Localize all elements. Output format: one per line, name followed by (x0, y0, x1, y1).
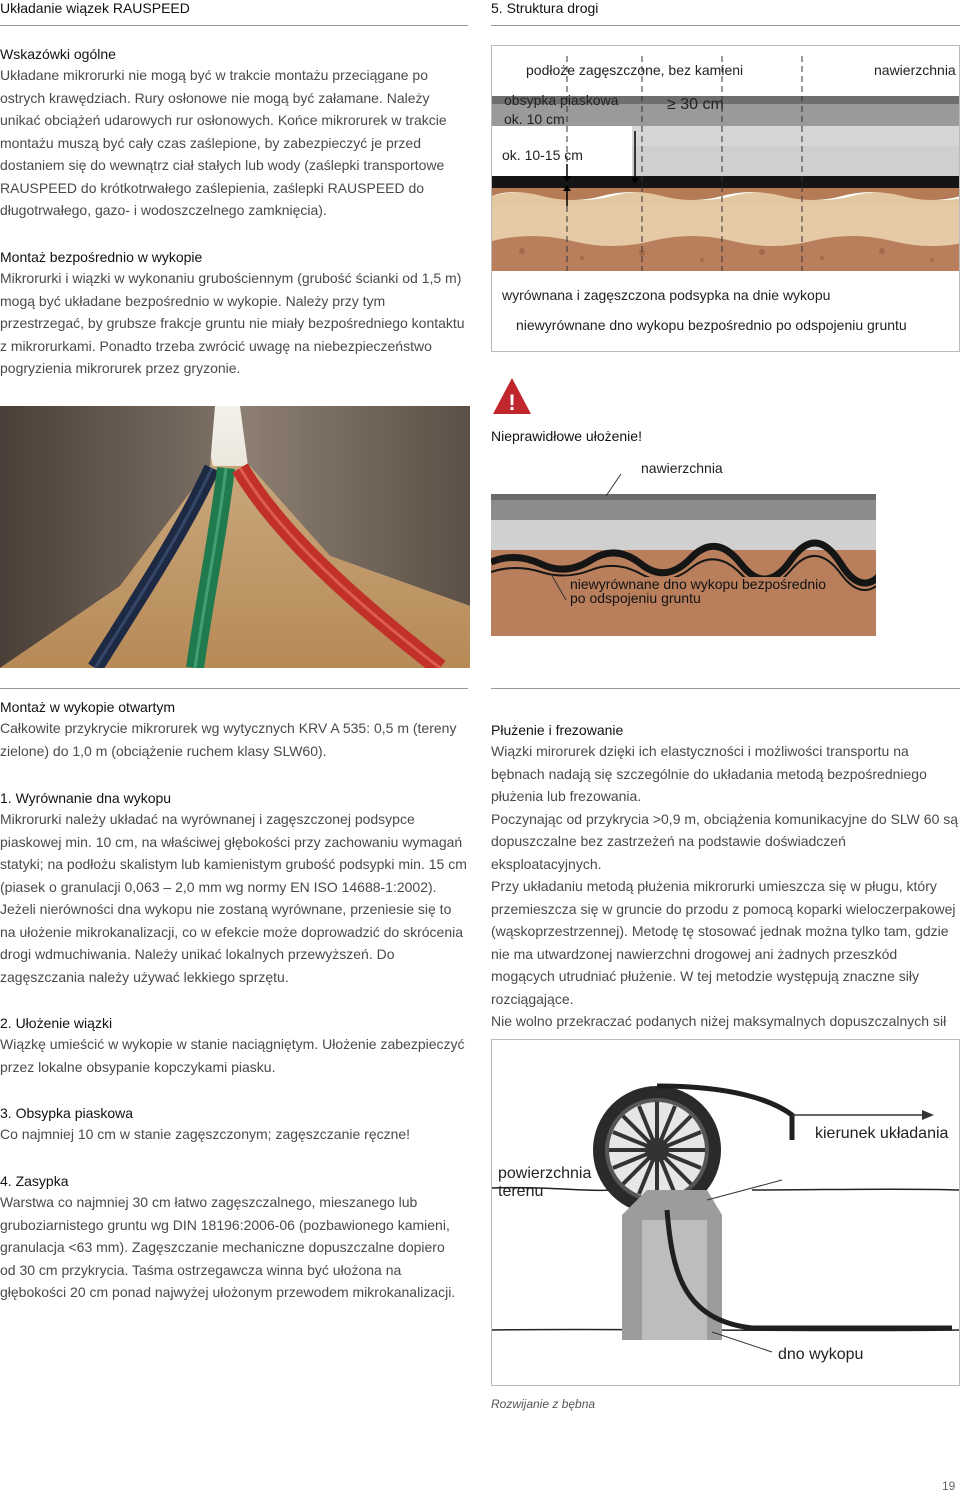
step2-section (0, 1013, 468, 1078)
direct-section (0, 247, 468, 380)
drum-unrolling-diagram (491, 1039, 960, 1386)
warning-symbol: ! (508, 390, 516, 415)
incorrect-laying-diagram (491, 452, 876, 636)
left-page-title: Układanie wiązek RAUSPEED (0, 0, 190, 16)
direct-text: Mikrorurki i wiązki w wykonaniu grubościennym (grubość ścianki od 1,5 m) mogą być układane bezpośrednio w wykopie. Należy przy tym przestrzegać, by grubsze frakcje gruntu nie miały bezpośredniego kontaktu z mikrorurkami. Ponadto trzeba zwrócić uwagę na niebezpieczeństwo pogryzienia mikrorurek przez gryzonie. (0, 270, 465, 376)
general-section (0, 44, 468, 222)
right-section-title: 5. Struktura drogi (491, 0, 599, 16)
label-bedding: wyrównana i zagęszczona podsypka na dnie wykopu (502, 287, 831, 303)
label-ground-surface: powierzchnia terenu (498, 1165, 592, 1200)
right-header-rule (491, 25, 960, 26)
open-trench-section (0, 697, 468, 762)
trench-photo (0, 406, 470, 668)
page-number: 19 (942, 1479, 956, 1493)
general-text: Układane mikrorurki nie mogą być w trakcie montażu przeciągane po ostrych krawędziach. Rury osłonowe nie mogą być załamane. Należy unikać obciążeń udarowych rur osłonowych. Końce mikrorurek w trakcie montażu muszą być cały czas zaślepione, by zabezpieczyć je przed dostaniem się do wewnątrz ciał stałych lub wody (zaślepki transportowe RAUSPEED do krótkotrwałego zaślepienia, zaślepki RAUSPEED do długotrwałego, gazo- i wodoszczelnego zamknięcia). (0, 67, 447, 218)
step2-text: Wiązkę umieścić w wykopie w stanie naciągniętym. Ułożenie zabezpieczyć przez lokalne obsypanie kopczykami piasku. (0, 1036, 465, 1075)
step3-text: Co najmniej 10 cm w stanie zagęszczonym; zagęszczanie ręczne! (0, 1126, 411, 1142)
left-section-rule (0, 688, 468, 689)
incorrect-laying-illustration (491, 452, 876, 636)
warning-text: Nieprawidłowe ułożenie! (491, 428, 642, 444)
warning-icon (491, 376, 533, 416)
step1-text: Mikrorurki należy układać na wyrównanej i zagęszczonej podsypce piaskowej min. 10 cm, na właściwej głębokości przy zachowaniu wymagań statyki; na podłożu skalistym lub kamienistym grubość podsypki min. 15 cm (piasek o granulacji 0,063 – 2,0 mm wg normy EN ISO 14688-1:2002). Jeżeli nierówności dna wykopu nie zostaną wyrównane, przeniesie się to na ułożenie mikrokanalizacji, co w efekcie może doprowadzić do skrócenia drogi wdmuchiwania. Należy unikać lokalnych przewyższeń. Do zagęszczania należy używać lekkiego sprzętu. (0, 811, 467, 985)
plowing-section (491, 720, 960, 1055)
drum-caption: Rozwijanie z bębna (491, 1397, 596, 1411)
right-section-rule (491, 688, 960, 689)
open-heading: Montaż w wykopie otwartym (0, 699, 176, 715)
step4-text: Warstwa co najmniej 30 cm łatwo zagęszczalnego, mieszanego lub gruboziarnistego gruntu wg DIN 18196:2006-06 (pozbawionego kamieni, granulacja <63 mm). Zagęszczanie mechaniczne dopuszczalne dopiero od 30 cm przykrycia. Taśma ostrzegawcza winna być ułożona na głębokości 20 cm ponad najwyżej ułożonym przewodem mikrokanalizacji. (0, 1194, 456, 1300)
trench-photo-illustration (0, 406, 470, 668)
label-sand-cover: obsypka piaskowa ok. 10 cm (504, 92, 619, 127)
step4-section (0, 1171, 460, 1304)
label-base: podłoże zagęszczone, bez kamieni (526, 62, 744, 78)
label-depth: ok. 10-15 cm (502, 147, 583, 163)
step3-section (0, 1103, 468, 1146)
drum-unrolling-illustration (492, 1040, 960, 1386)
general-heading: Wskazówki ogólne (0, 46, 116, 62)
label-direction: kierunek układania (815, 1125, 949, 1142)
step1-heading: 1. Wyrównanie dna wykopu (0, 790, 172, 806)
road-structure-diagram (491, 45, 960, 352)
step2-heading: 2. Ułożenie wiązki (0, 1015, 113, 1031)
left-header-rule (0, 25, 468, 26)
open-text: Całkowite przykrycie mikrorurek wg wytycznych KRV A 535: 0,5 m (tereny zielone) do 1,0 m (obciążenie ruchem klasy SLW60). (0, 720, 457, 759)
plowing-text: Wiązki mirorurek dzięki ich elastyczności i możliwości transportu na bębnach nadają się szczególnie do układania metodą bezpośredniego płużenia lub frezowania. Poczynając od przykrycia >0,9 m, obciążenia komunikacyjne do SLW 60 są dopuszczalne bez zastrzeżeń na podstawie doświadczeń eksploatacyjnych. Przy układaniu metodą płużenia mikrorurki umieszcza się w pługu, który przemieszcza się w gruncie do przodu z pomocą koparki wieloczerpakowej (wąskoprzestrzennej). Metodę tę stosować jednak można tylko tam, gdzie nie ma utwardzonej nawierzchni drogowej ani żadnych przeszkód mogących utrudniać płużenie. W tej metodzie występują znaczne siły rozciągające. Nie wolno przekraczać podanych niżej maksymalnych dopuszczalnych sił (491, 743, 959, 1029)
label-surface: nawierzchnia (874, 62, 956, 78)
label-cover-depth: ≥ 30 cm (667, 96, 724, 113)
step4-heading: 4. Zasypka (0, 1173, 69, 1189)
label-bottom-2: niewyrównane dno wykopu bezpośrednio po odspojeniu gruntu (567, 577, 829, 605)
label-surface-2: nawierzchnia (641, 460, 723, 476)
label-trench-bottom: dno wykopu (778, 1346, 864, 1363)
step3-heading: 3. Obsypka piaskowa (0, 1105, 134, 1121)
step1-section (0, 788, 468, 988)
direct-heading: Montaż bezpośrednio w wykopie (0, 249, 203, 265)
plowing-heading: Płużenie i frezowanie (491, 722, 624, 738)
label-bottom: niewyrównane dno wykopu bezpośrednio po odspojeniu gruntu (516, 317, 907, 333)
